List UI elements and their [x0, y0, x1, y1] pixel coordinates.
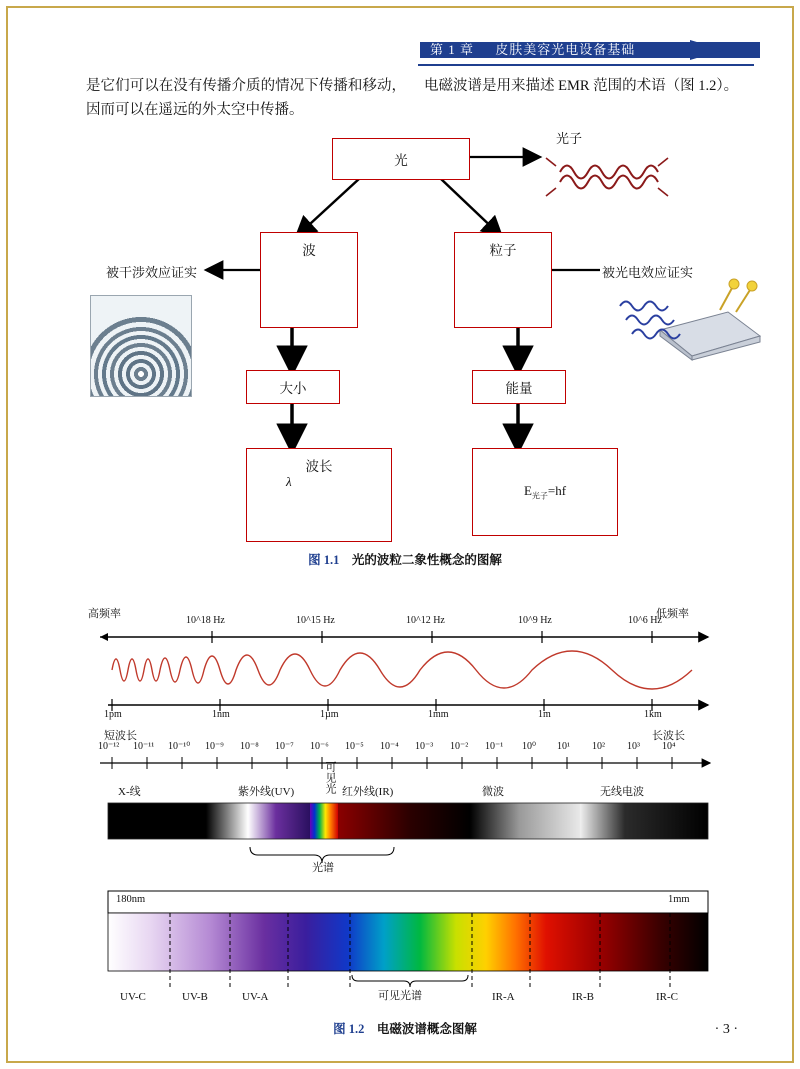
node-light-label: 光: [394, 153, 408, 168]
subband-irc: IR-C: [656, 991, 678, 1003]
exp-tick-13: 10¹: [557, 741, 570, 752]
wave-tick-5: 1km: [644, 709, 662, 720]
figure-1-1-caption-number: 图 1.1: [308, 553, 340, 567]
energy-formula-sub: 光子: [531, 491, 548, 501]
band-label-uv: 紫外线(UV): [238, 786, 295, 798]
band-label-visible: 可见光: [324, 761, 336, 794]
header-chapter: [430, 42, 635, 58]
figure-1-2-caption: [60, 1019, 750, 1037]
exp-tick-2: 10⁻¹⁰: [168, 741, 191, 752]
label-long-wavelength: 长波长: [652, 730, 685, 742]
label-high-frequency: 高频率: [88, 608, 121, 620]
exp-tick-9: 10⁻³: [415, 741, 434, 752]
node-photon-label: 光子: [556, 131, 583, 146]
subband-visible: 可见光谱: [378, 990, 422, 1002]
subband-uvb: UV-B: [182, 991, 208, 1003]
freq-tick-1: 10^15 Hz: [296, 615, 335, 626]
header-rule: [418, 64, 754, 66]
node-particle-label: 粒子: [489, 243, 517, 258]
node-wave: [260, 232, 358, 328]
figure-1-2-caption-text: 电磁波谱概念图解: [376, 1022, 477, 1036]
band-label-ir: 红外线(IR): [342, 786, 394, 798]
annotation-photoelectric: 被光电效应证实: [602, 265, 694, 280]
wave-tick-0: 1pm: [104, 709, 122, 720]
exp-tick-14: 10²: [592, 741, 605, 752]
text-column-right: [424, 74, 744, 98]
freq-tick-0: 10^18 Hz: [186, 615, 225, 626]
node-energy: [472, 370, 566, 404]
subband-irb: IR-B: [572, 991, 594, 1003]
paragraph-right: 电磁波谱是用来描述 EMR 范围的术语（图 1.2）。: [424, 78, 739, 94]
exp-tick-6: 10⁻⁶: [310, 741, 329, 752]
lower-range-start: 180nm: [116, 894, 146, 905]
wave-tick-1: 1nm: [212, 709, 230, 720]
node-particle: [454, 232, 552, 328]
freq-tick-4: 10^6 Hz: [628, 615, 662, 626]
freq-tick-3: 10^9 Hz: [518, 615, 552, 626]
header-chapter-title: 皮肤美容光电设备基础: [495, 42, 636, 57]
figure-1-1: [60, 130, 750, 567]
exp-tick-5: 10⁻⁷: [275, 741, 294, 752]
exp-tick-0: 10⁻¹²: [98, 741, 120, 752]
node-light: [332, 138, 470, 180]
paragraph-left: 是它们可以在没有传播介质的情况下传播和移动，因而可以在遥远的外太空中传播。: [86, 78, 406, 118]
header-chapter-number: 第 1 章: [430, 42, 475, 57]
figure-1-1-caption: [60, 550, 750, 568]
label-low-frequency: 低频率: [656, 608, 689, 620]
page-header: [0, 20, 800, 64]
lambda-symbol: λ: [286, 474, 292, 489]
wave-tick-3: 1mm: [428, 709, 449, 720]
exp-tick-10: 10⁻²: [450, 741, 469, 752]
figure-1-1-caption-text: 光的波粒二象性概念的图解: [351, 553, 502, 567]
node-photon-energy: [472, 448, 618, 536]
exp-tick-16: 10⁴: [662, 741, 676, 752]
subband-uvc: UV-C: [120, 991, 146, 1003]
node-wave-label: 波: [302, 243, 316, 258]
exp-tick-7: 10⁻⁵: [345, 741, 364, 752]
interference-photo: [90, 295, 192, 397]
energy-formula-tail: =hf: [547, 482, 567, 498]
exp-tick-11: 10⁻¹: [485, 741, 504, 752]
wave-tick-4: 1m: [538, 709, 551, 720]
subband-uva: UV-A: [242, 991, 269, 1003]
node-size: [246, 370, 340, 404]
node-wavelength-label: 波长: [305, 459, 333, 474]
band-label-xray: X-线: [118, 786, 141, 798]
exp-tick-1: 10⁻¹¹: [133, 741, 155, 752]
annotation-interference: 被干涉效应证实: [106, 265, 198, 280]
spectrum-brace-label: 光谱: [312, 862, 334, 874]
figure-1-2-graphics: [60, 595, 750, 1015]
figure-1-2: [60, 595, 750, 1036]
subband-ira: IR-A: [492, 991, 515, 1003]
text-column-left: [86, 74, 406, 122]
exp-tick-15: 10³: [627, 741, 640, 752]
node-energy-label: 能量: [505, 381, 533, 396]
header-arrow-icon: [690, 40, 724, 60]
freq-tick-2: 10^12 Hz: [406, 615, 445, 626]
figure-1-2-caption-number: 图 1.2: [333, 1022, 365, 1036]
exp-tick-4: 10⁻⁸: [240, 741, 259, 752]
exp-tick-8: 10⁻⁴: [380, 741, 399, 752]
band-label-microwave: 微波: [482, 786, 504, 798]
exp-tick-12: 10⁰: [522, 741, 537, 752]
band-label-radio: 无线电波: [600, 786, 644, 798]
energy-formula-E: E: [523, 482, 532, 498]
exp-tick-3: 10⁻⁹: [205, 741, 224, 752]
lower-range-end: 1mm: [668, 894, 690, 905]
label-short-wavelength: 短波长: [104, 730, 137, 742]
node-wavelength: [246, 448, 392, 542]
wave-tick-2: 1µm: [320, 709, 339, 720]
page-number: · 3 ·: [714, 1022, 738, 1037]
energy-formula: [524, 483, 566, 502]
node-size-label: 大小: [279, 381, 307, 396]
